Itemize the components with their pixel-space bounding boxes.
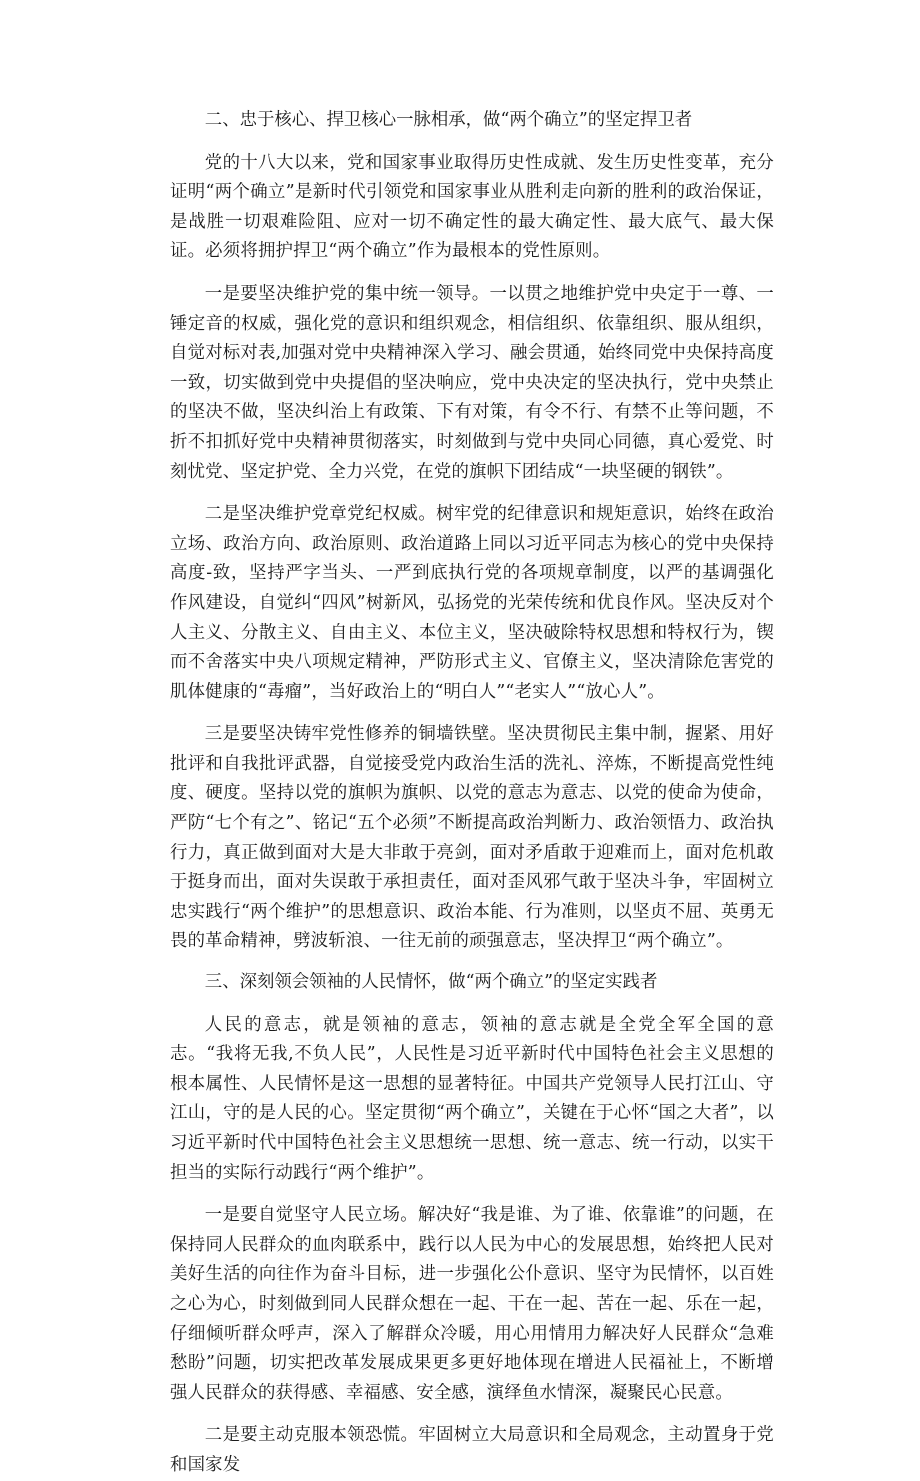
paragraph-point-three: 三是要坚决铸牢党性修养的铜墙铁壁。坚决贯彻民主集中制，握紧、用好批评和自我批评武器，自觉接受党内政治生活的洗礼、淬炼，不断提高党性纯度、硬度。坚持以党的旗帜为旗帜、以党的意志为意志、以党的使命为使命，严防“七个有之”、铭记“五个必须”不断提高政治判断力、政治领悟力、政治执行力，真正做到面对大是大非敢于亮剑，面对矛盾敢于迎难而上，面对危机敢于挺身而出，面对失误敢于承担责任，面对歪风邪气敢于坚决斗争，牢固树立忠实践行“两个维护”的思想意识、政治本能、行为准则，以坚贞不屈、英勇无畏的革命精神，劈波斩浪、一往无前的顽强意志，坚决捍卫“两个确立”。 [170,724,774,952]
paragraph-point-five: 二是要主动克服本领恐慌。牢固树立大局意识和全局观念，主动置身于党和国家发 [170,1425,774,1475]
section-heading-two: 二、忠于核心、捍卫核心一脉相承，做“两个确立”的坚定捍卫者 [204,110,693,130]
paragraph-intro-two: 党的十八大以来，党和国家事业取得历史性成就、发生历史性变革，充分证明“两个确立”是新时代引领党和国家事业从胜利走向新的胜利的政治保证，是战胜一切艰难险阻、应对一切不确定性的最大确定性、最大底气、最大保证。必须将拥护捍卫“两个确立”作为最根本的党性原则。 [170,152,774,262]
paragraph-point-four: 一是要自觉坚守人民立场。解决好“我是谁、为了谁、依靠谁”的问题，在保持同人民群众的血肉联系中，践行以人民为中心的发展思想，始终把人民对美好生活的向往作为奋斗目标，进一步强化公仆意识、坚守为民情怀，以百姓之心为心，时刻做到同人民群众想在一起、干在一起、苦在一起、乐在一起，仔细倾听群众呼声，深入了解群众冷暖，用心用情用力解决好人民群众“急难愁盼”问题，切实把改革发展成果更多更好地体现在增进人民福祉上，不断增强人民群众的获得感、幸福感、安全感，演绎鱼水情深，凝聚民心民意。 [170,1205,774,1403]
section-heading-three: 三、深刻领会领袖的人民情怀，做“两个确立”的坚定实践者 [204,972,658,993]
paragraph-point-two: 二是坚决维护党章党纪权威。树牢党的纪律意识和规矩意识，始终在政治立场、政治方向、政治原则、政治道路上同以习近平同志为核心的党中央保持高度-致，坚持严字当头、一严到底执行党的各项规章制度，以严的基调强化作风建设，自觉纠“四风”树新风，弘扬党的光荣传统和优良作风。坚决反对个人主义、分散主义、自由主义、本位主义，坚决破除特权思想和特权行为，锲而不舍落实中央八项规定精神，严防形式主义、官僚主义，坚决清除危害党的肌体健康的“毒瘤”，当好政治上的“明白人”“老实人”“放心人”。 [170,504,774,702]
paragraph-intro-three: 人民的意志，就是领袖的意志，领袖的意志就是全党全军全国的意志。“我将无我,不负人民”，人民性是习近平新时代中国特色社会主义思想的根本属性、人民情怀是这一思想的显著特征。中国共产党领导人民打江山、守江山，守的是人民的心。坚定贯彻“两个确立”，关键在于心怀“国之大者”，以习近平新时代中国特色社会主义思想统一思想、统一意志、统一行动，以实干担当的实际行动践行“两个维护”。 [170,1014,774,1183]
paragraph-point-one: 一是要坚决维护党的集中统一领导。一以贯之地维护党中央定于一尊、一锤定音的权威，强化党的意识和组织观念，相信组织、依靠组织、服从组织，自觉对标对表,加强对党中央精神深入学习、融会贯通，始终同党中央保持高度一致，切实做到党中央提倡的坚决响应，党中央决定的坚决执行，党中央禁止的坚决不做，坚决纠治上有政策、下有对策，有令不行、有禁不止等问题，不折不扣抓好党中央精神贯彻落实，时刻做到与党中央同心同德，真心爱党、时刻忧党、坚定护党、全力兴党，在党的旗帜下团结成“一块坚硬的钢铁”。 [170,283,774,482]
document-page [170,106,774,1481]
